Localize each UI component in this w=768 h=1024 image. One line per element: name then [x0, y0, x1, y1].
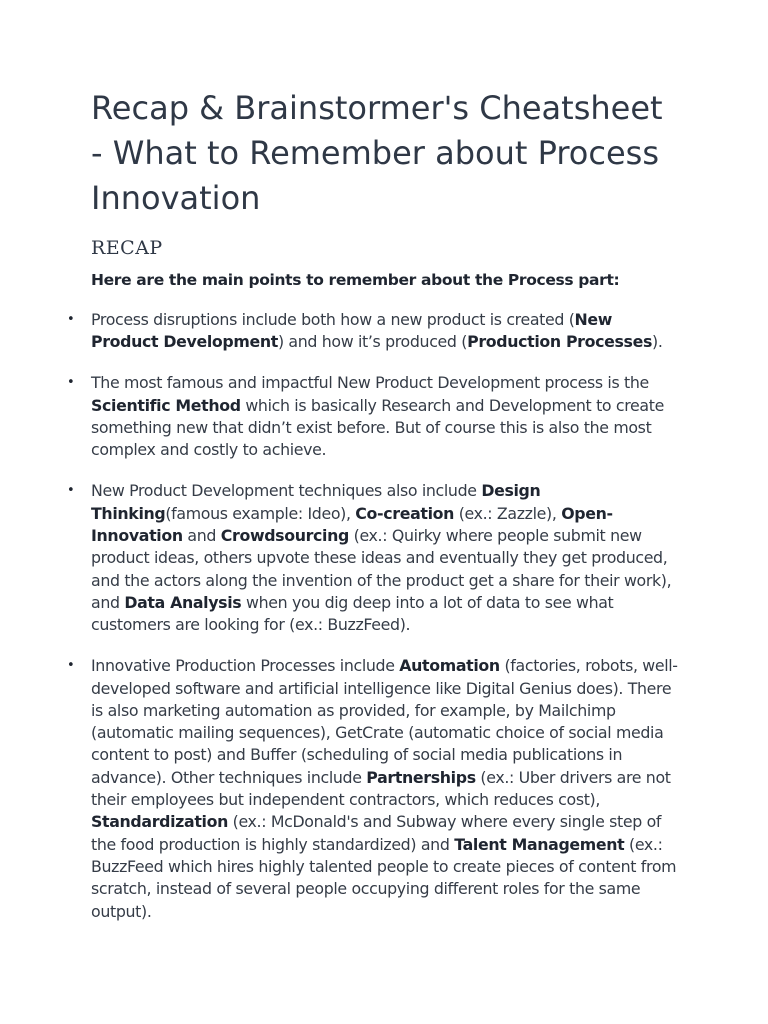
list-item-text: when you dig deep into a lot of data to see what customers are looking for (ex.: BuzzFeed).: [91, 592, 614, 635]
list-item: [67, 655, 681, 923]
list-item: [67, 309, 681, 354]
key-term: Production Processes: [467, 332, 653, 352]
list-item-text: and: [182, 525, 221, 545]
bullet-icon: •: [67, 375, 75, 391]
key-term: Open-Innovation: [91, 503, 613, 545]
page-title: Recap & Brainstormer's Cheatsheet - What to Remember about Process Innovation: [91, 89, 663, 217]
recap-points-list: [67, 309, 681, 923]
list-item-text: (ex.: Quirky where people submit new product ideas, others upvote these ideas and eventually they get produced, and the actors along the invention of the product get a share for their work), and: [91, 525, 672, 612]
list-item-text: (famous example: Ideo),: [165, 503, 356, 523]
key-term: Standardization: [91, 812, 228, 832]
key-term: Partnerships: [366, 767, 476, 787]
key-term: Automation: [399, 656, 500, 676]
list-item-text: Innovative Production Processes include: [91, 656, 400, 676]
section-heading-recap: RECAP: [91, 237, 163, 259]
bullet-icon: •: [67, 483, 75, 499]
key-term: Data Analysis: [124, 592, 242, 612]
list-item-text: (ex.: Uber drivers are not their employees but independent contractors, which reduces cost),: [91, 767, 671, 810]
intro-text: Here are the main points to remember about the Process part:: [91, 271, 620, 289]
list-item-text: (ex.: BuzzFeed which hires highly talented people to create pieces of content from scratch, instead of several people occupying different roles for the same output).: [91, 834, 677, 921]
list-item-text: The most famous and impactful New Product Development process is the: [91, 373, 649, 393]
list-item-text: ) and how it’s produced (: [277, 332, 468, 352]
document-page: [67, 86, 681, 942]
key-term: New Product Development: [91, 310, 613, 352]
list-item-text: ).: [652, 332, 663, 352]
key-term: Talent Management: [454, 834, 625, 854]
bullet-icon: •: [67, 658, 75, 674]
list-item-text: which is basically Research and Development to create something new that didn’t exist before. But of course this is also the most complex and costly to achieve.: [91, 395, 664, 460]
key-term: Design Thinking: [91, 481, 541, 523]
list-item: [67, 372, 681, 461]
list-item-text: Process disruptions include both how a new product is created (: [91, 310, 575, 329]
list-item-text: New Product Development techniques also include: [91, 481, 482, 501]
list-item-text: (ex.: McDonald's and Subway where every single step of the food production is highly standardized) and: [91, 812, 662, 854]
list-item: [67, 480, 681, 636]
list-item-text: (factories, robots, well-developed software and artificial intelligence like Digital Genius does). There is also marketing automation as provided, for example, by Mailchimp (automatic mailing sequences), GetCrate (automatic choice of social media content to post) and Buffer (scheduling of social media publications in advance). Other techniques include: [91, 656, 678, 787]
key-term: Scientific Method: [91, 395, 241, 415]
list-item-text: (ex.: Zazzle),: [454, 503, 562, 523]
key-term: Co-creation: [355, 503, 455, 523]
bullet-icon: •: [67, 312, 75, 327]
key-term: Crowdsourcing: [220, 525, 349, 545]
